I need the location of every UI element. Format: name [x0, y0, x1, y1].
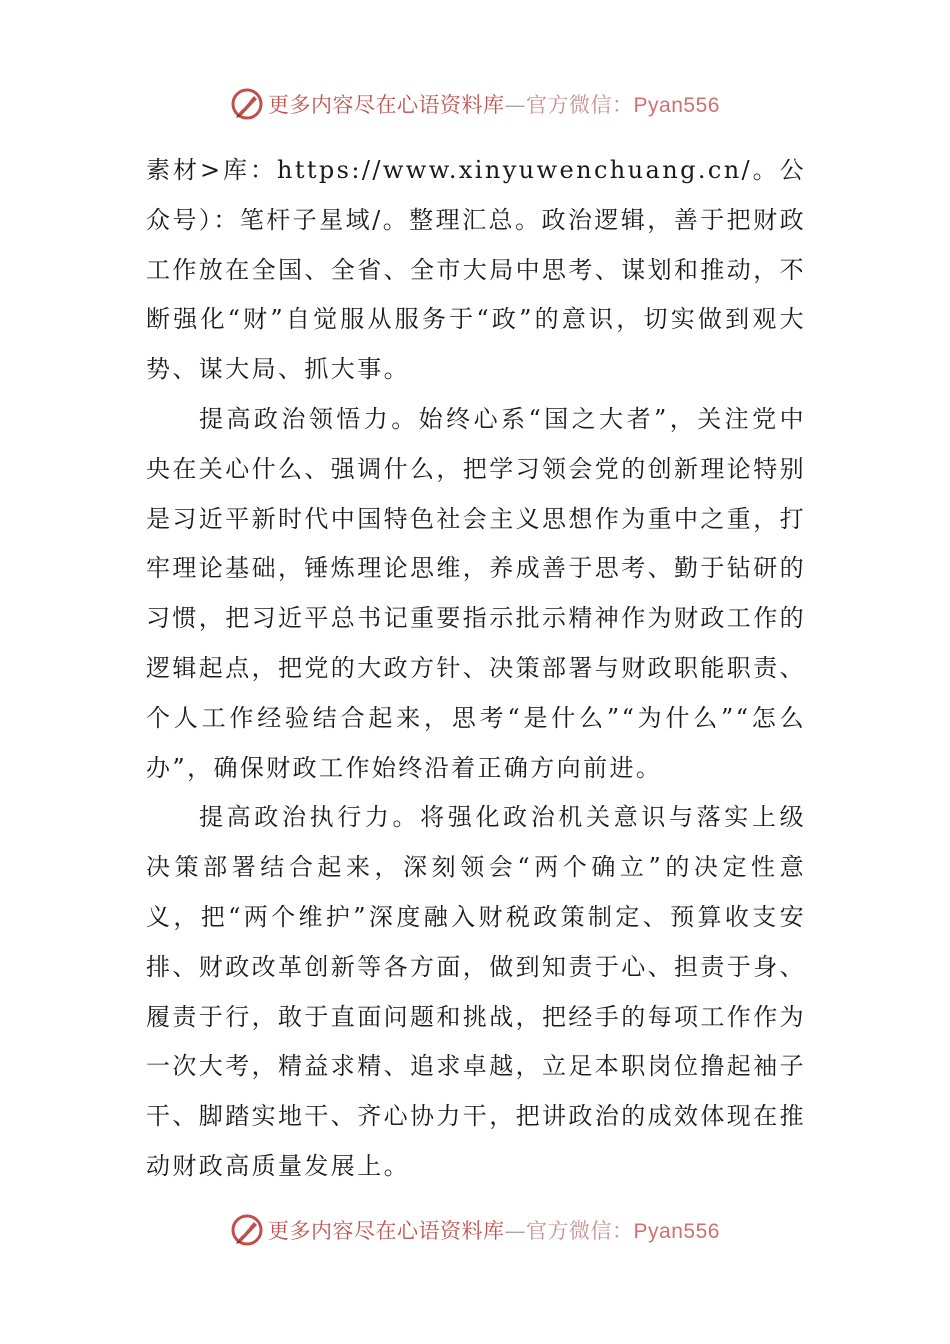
header-banner-title: 更多内容尽在心语资料库: [268, 93, 505, 117]
document-body: [146, 146, 806, 1192]
paragraph-1: 素材>库：https://www.xinyuwenchuang.cn/。公众号）：笔杆子星域/。整理汇总。政治逻辑，善于把财政工作放在全国、全省、全市大局中思考、谋划和推动，不断强化“财”自觉服从服务于“政”的意识，切实做到观大势、谋大局、抓大事。: [146, 156, 806, 384]
header-banner-separator: —: [504, 93, 527, 117]
footer-banner-separator: —: [504, 1219, 527, 1243]
footer-wechat-id: Pyan556: [633, 1220, 720, 1243]
paragraph-3: 提高政治执行力。将强化政治机关意识与落实上级决策部署结合起来，深刻领会“两个确立”的决定性意义，把“两个维护”深度融入财税政策制定、预算收支安排、财政改革创新等各方面，做到知责于心、担责于身、履责于行，敢于直面问题和挑战，把经手的每项工作作为一次大考，精益求精、追求卓越，立足本职岗位撸起袖子干、脚踏实地干、齐心协力干，把讲政治的成效体现在推动财政高质量发展上。: [146, 803, 806, 1180]
footer-banner-title: 更多内容尽在心语资料库: [268, 1219, 505, 1243]
header-banner-official: 官方微信：: [526, 93, 634, 117]
footer-banner-text: [268, 1215, 720, 1245]
footer-banner-official: 官方微信：: [526, 1219, 634, 1243]
pen-logo-icon: [230, 1213, 264, 1247]
paragraph-2: 提高政治领悟力。始终心系“国之大者”，关注党中央在关心什么、强调什么，把学习领会党的创新理论特别是习近平新时代中国特色社会主义思想作为重中之重，打牢理论基础，锤炼理论思维，养成善于思考、勤于钻研的习惯，把习近平总书记重要指示批示精神作为财政工作的逻辑起点，把党的大政方针、决策部署与财政职能职责、个人工作经验结合起来，思考“是什么”“为什么”“怎么办”，确保财政工作始终沿着正确方向前进。: [146, 404, 806, 782]
pen-logo-icon: [230, 87, 264, 121]
header-banner: [0, 82, 950, 126]
header-wechat-id: Pyan556: [633, 94, 720, 117]
header-banner-text: [268, 89, 720, 119]
footer-banner: [0, 1208, 950, 1252]
